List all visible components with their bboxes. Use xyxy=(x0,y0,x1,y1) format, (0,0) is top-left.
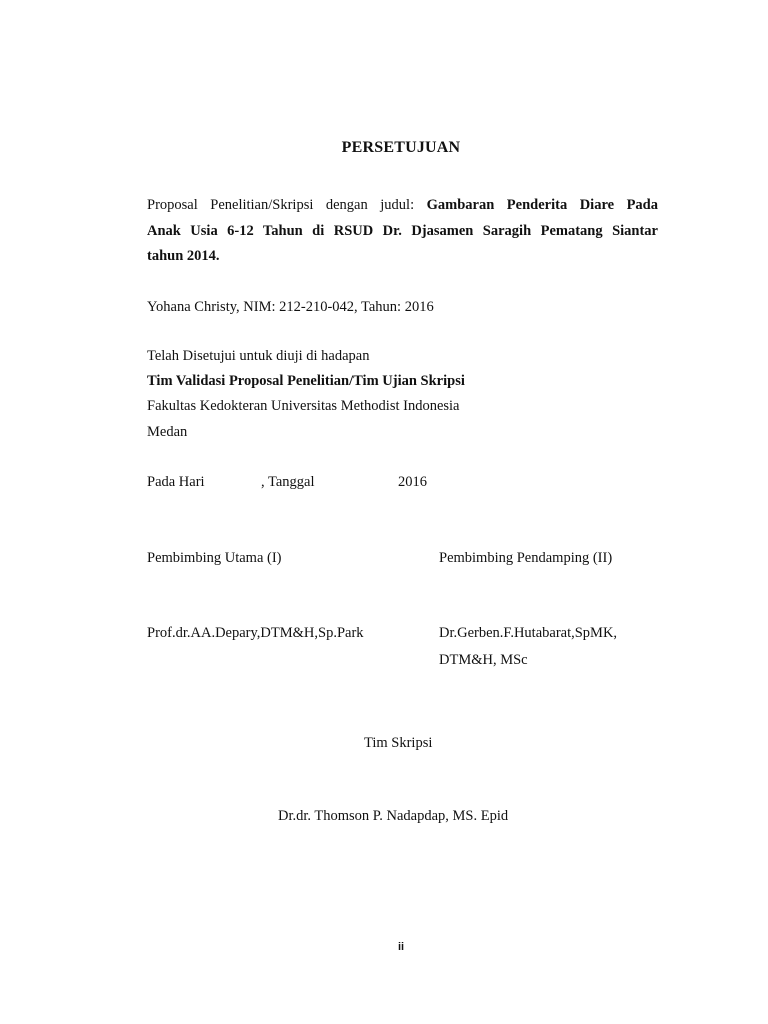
approval-committee: Tim Validasi Proposal Penelitian/Tim Ujian Skripsi xyxy=(147,373,465,389)
thesis-title-part-2: Anak Usia 6-12 Tahun di RSUD Dr. Djasamen Saragih Pematang Siantar xyxy=(147,223,658,239)
committee-member-name: Dr.dr. Thomson P. Nadapdap, MS. Epid xyxy=(278,808,509,824)
thesis-title-part-1: Gambaran Penderita Diare Pada xyxy=(426,197,658,213)
approval-city: Medan xyxy=(147,424,188,440)
date-day-label: Pada Hari xyxy=(147,474,205,490)
intro-plain-text: Proposal Penelitian/Skripsi dengan judul: xyxy=(147,197,427,213)
author-info: Yohana Christy, NIM: 212-210-042, Tahun: 2016 xyxy=(147,299,434,315)
thesis-title-part-3: tahun 2014. xyxy=(147,248,220,264)
date-year: 2016 xyxy=(398,474,427,490)
primary-supervisor-name: Prof.dr.AA.Depary,DTM&H,Sp.Park xyxy=(147,625,364,641)
intro-line-1 xyxy=(147,197,658,214)
committee-label: Tim Skripsi xyxy=(364,735,433,751)
secondary-supervisor-name: Dr.Gerben.F.Hutabarat,SpMK, xyxy=(439,625,618,641)
secondary-supervisor-degree: DTM&H, MSc xyxy=(439,652,528,668)
page-number: ii xyxy=(397,941,405,953)
approval-line-1: Telah Disetujui untuk diuji di hadapan xyxy=(147,348,370,364)
secondary-supervisor-label: Pembimbing Pendamping (II) xyxy=(439,550,613,566)
page-title: PERSETUJUAN xyxy=(341,139,461,156)
date-label: , Tanggal xyxy=(261,474,315,490)
approval-faculty: Fakultas Kedokteran Universitas Methodist Indonesia xyxy=(147,398,460,414)
primary-supervisor-label: Pembimbing Utama (I) xyxy=(147,550,282,566)
